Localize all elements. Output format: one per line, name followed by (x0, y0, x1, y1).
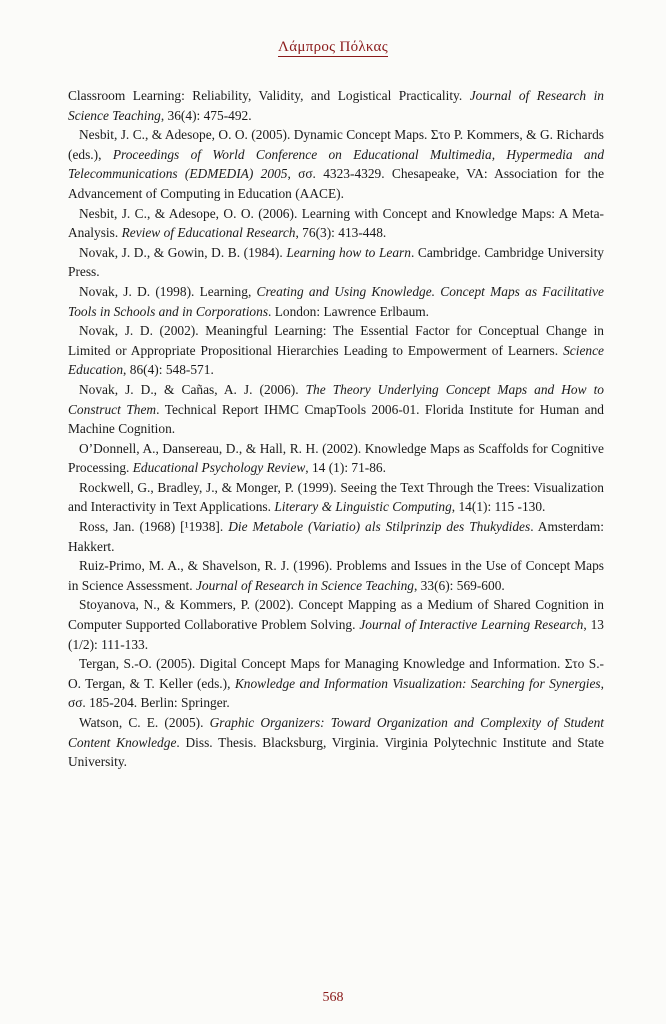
page-number: 568 (322, 990, 344, 1005)
reference-entry: Novak, J. D. (2002). Meaningful Learning: The Essential Factor for Conceptual Change in Limited or Appropriate Propositional Hierarchies Leading to Empowerment of Learners. Science Education, 86(4): 548-571. (68, 323, 604, 378)
reference-entry: Tergan, S.-O. (2005). Digital Concept Maps for Managing Knowledge and Information. Στο S.-O. Tergan, & T. Keller (eds.), Knowledge and Information Visualization: Searching for Synergies, σσ. 185-204. Berlin: Springer. (68, 656, 604, 711)
reference-entry: Watson, C. E. (2005). Graphic Organizers: Toward Organization and Complexity of Student Content Knowledge. Diss. Thesis. Blacksburg, Virginia. Virginia Polytechnic Institute and State University. (68, 715, 604, 770)
running-header (0, 38, 666, 56)
reference-entry: Ross, Jan. (1968) [¹1938]. Die Metabole (Variatio) als Stilprinzip des Thukydides. Amsterdam: Hakkert. (68, 519, 604, 554)
running-title: Λάμπρος Πόλκας (278, 39, 388, 55)
reference-entry: Classroom Learning: Reliability, Validity, and Logistical Practicality. Journal of Research in Science Teaching, 36(4): 475-492. (68, 88, 604, 123)
reference-entry: Rockwell, G., Bradley, J., & Monger, P. (1999). Seeing the Text Through the Trees: Visualization and Interactivity in Text Applications. Literary & Linguistic Computing, 14(1): 115 -130. (68, 479, 604, 515)
reference-entry: Stoyanova, N., & Kommers, P. (2002). Concept Mapping as a Medium of Shared Cognition in Computer Supported Collaborative Problem Solving. Journal of Interactive Learning Research, 13 (1/2): 111-133. (68, 597, 604, 652)
reference-list (68, 86, 604, 772)
reference-entry: Nesbit, J. C., & Adesope, O. O. (2005). Dynamic Concept Maps. Στο P. Kommers, & G. Richards (eds.), Proceedings of World Conference on Educational Multimedia, Hypermedia and Telecommunications (EDMEDIA) 2005, σσ. 4323-4329. Chesapeake, VA: Association for the Advancement of Computing in Education (AACE). (68, 127, 605, 201)
reference-entry: Nesbit, J. C., & Adesope, O. O. (2006). Learning with Concept and Knowledge Maps: A Meta-Analysis. Review of Educational Research, 76(3): 413-448. (68, 205, 604, 241)
reference-entry: Novak, J. D., & Cañas, A. J. (2006). The Theory Underlying Concept Maps and How to Construct Them. Technical Report IHMC CmapTools 2006-01. Florida Institute for Human and Machine Cognition. (68, 381, 604, 437)
reference-entry: Novak, J. D. (1998). Learning, Creating and Using Knowledge. Concept Maps as Facilitative Tools in Schools and in Corporations. London: Lawrence Erlbaum. (68, 283, 604, 319)
reference-entry: Novak, J. D., & Gowin, D. B. (1984). Learning how to Learn. Cambridge. Cambridge University Press. (68, 244, 604, 280)
reference-entry: Ruiz-Primo, M. A., & Shavelson, R. J. (1996). Problems and Issues in the Use of Concept Maps in Science Assessment. Journal of Research in Science Teaching, 33(6): 569-600. (68, 558, 604, 593)
reference-entry: O’Donnell, A., Dansereau, D., & Hall, R. H. (2002). Knowledge Maps as Scaffolds for Cognitive Processing. Educational Psychology Review, 14 (1): 71-86. (68, 440, 604, 476)
